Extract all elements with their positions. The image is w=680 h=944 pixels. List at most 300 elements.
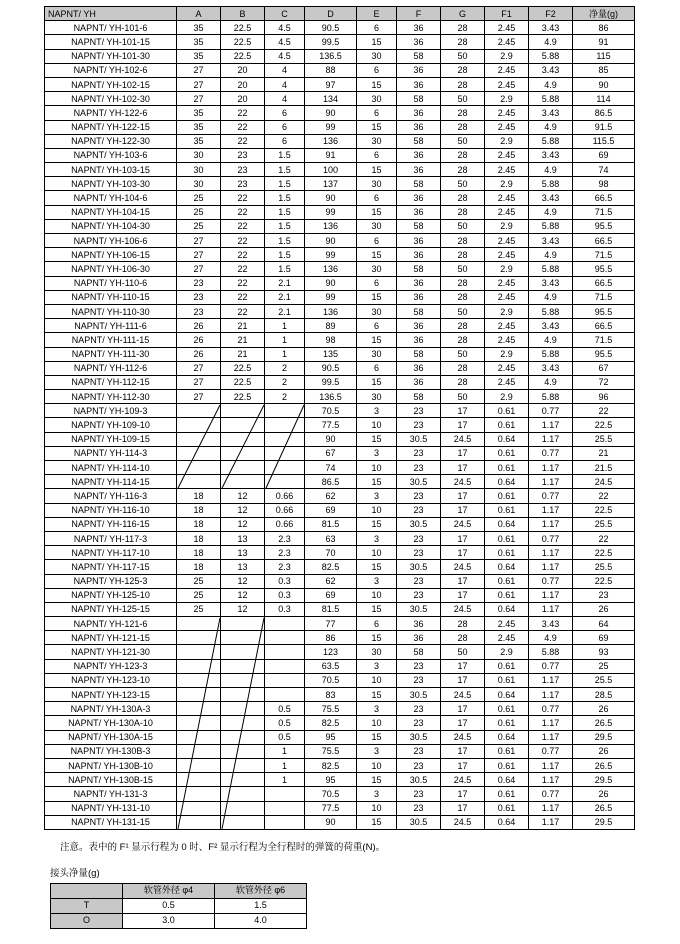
value-cell: 90 bbox=[305, 234, 357, 248]
value-cell: 58 bbox=[397, 645, 441, 659]
value-cell: 82.5 bbox=[305, 716, 357, 730]
value-cell: 2.45 bbox=[485, 617, 529, 631]
value-cell: 71.5 bbox=[573, 333, 635, 347]
value-cell: 24.5 bbox=[441, 602, 485, 616]
value-cell: 123 bbox=[305, 645, 357, 659]
value-cell: 22 bbox=[221, 219, 265, 233]
value-cell: 15 bbox=[357, 77, 397, 91]
model-cell: NAPNT/ YH-101-30 bbox=[45, 49, 177, 63]
value-cell: 5.88 bbox=[529, 49, 573, 63]
value-cell: 0.66 bbox=[265, 517, 305, 531]
value-cell: 0.64 bbox=[485, 730, 529, 744]
value-cell: 36 bbox=[397, 290, 441, 304]
value-cell: 2.1 bbox=[265, 276, 305, 290]
value-cell: 6 bbox=[357, 276, 397, 290]
value-cell: 27 bbox=[177, 92, 221, 106]
value-cell: 36 bbox=[397, 248, 441, 262]
value-cell: 90.5 bbox=[305, 361, 357, 375]
sub-table-row bbox=[51, 898, 307, 913]
value-cell: 135 bbox=[305, 347, 357, 361]
value-cell: 28 bbox=[441, 319, 485, 333]
table-row bbox=[45, 248, 635, 262]
value-cell: 3.43 bbox=[529, 63, 573, 77]
table-row bbox=[45, 475, 635, 489]
value-cell: 2.45 bbox=[485, 276, 529, 290]
value-cell: 90 bbox=[305, 432, 357, 446]
value-cell: 0.64 bbox=[485, 773, 529, 787]
value-cell bbox=[265, 645, 305, 659]
model-cell: NAPNT/ YH-130A-15 bbox=[45, 730, 177, 744]
value-cell: 28 bbox=[441, 631, 485, 645]
value-cell: 12 bbox=[221, 588, 265, 602]
value-cell: 58 bbox=[397, 134, 441, 148]
value-cell bbox=[221, 645, 265, 659]
value-cell: 0.61 bbox=[485, 418, 529, 432]
value-cell: 21.5 bbox=[573, 461, 635, 475]
value-cell: 22.5 bbox=[221, 375, 265, 389]
table-row bbox=[45, 390, 635, 404]
value-cell: 10 bbox=[357, 418, 397, 432]
value-cell: 23 bbox=[397, 446, 441, 460]
model-cell: NAPNT/ YH-102-30 bbox=[45, 92, 177, 106]
value-cell: 3.43 bbox=[529, 21, 573, 35]
value-cell: 96 bbox=[573, 390, 635, 404]
value-cell: 62 bbox=[305, 489, 357, 503]
value-cell: 2.9 bbox=[485, 645, 529, 659]
value-cell: 23 bbox=[397, 418, 441, 432]
value-cell: 30.5 bbox=[397, 560, 441, 574]
model-cell: NAPNT/ YH-103-15 bbox=[45, 163, 177, 177]
value-cell: 115 bbox=[573, 49, 635, 63]
model-cell: NAPNT/ YH-109-10 bbox=[45, 418, 177, 432]
value-cell: 23 bbox=[177, 290, 221, 304]
value-cell: 0.61 bbox=[485, 673, 529, 687]
value-cell: 3.43 bbox=[529, 191, 573, 205]
value-cell: 1.17 bbox=[529, 461, 573, 475]
value-cell: 0.61 bbox=[485, 404, 529, 418]
value-cell: 21 bbox=[221, 333, 265, 347]
value-cell: 12 bbox=[221, 517, 265, 531]
value-cell: 30 bbox=[357, 49, 397, 63]
value-cell: 22.5 bbox=[221, 35, 265, 49]
value-cell: 28 bbox=[441, 276, 485, 290]
value-cell: 71.5 bbox=[573, 248, 635, 262]
value-cell: 86 bbox=[305, 631, 357, 645]
value-cell: 30 bbox=[357, 262, 397, 276]
value-cell: 0.77 bbox=[529, 489, 573, 503]
value-cell: 36 bbox=[397, 106, 441, 120]
value-cell: 6 bbox=[357, 191, 397, 205]
value-cell: 26.5 bbox=[573, 758, 635, 772]
value-cell bbox=[265, 446, 305, 460]
value-cell: 36 bbox=[397, 205, 441, 219]
value-cell: 22 bbox=[221, 304, 265, 318]
value-cell: 2.45 bbox=[485, 234, 529, 248]
model-cell: NAPNT/ YH-125-10 bbox=[45, 588, 177, 602]
column-header-f: F bbox=[397, 7, 441, 21]
column-header-e: E bbox=[357, 7, 397, 21]
value-cell bbox=[221, 432, 265, 446]
value-cell: 99 bbox=[305, 120, 357, 134]
sub-value-cell: 0.5 bbox=[123, 898, 215, 913]
value-cell: 0.61 bbox=[485, 758, 529, 772]
value-cell: 15 bbox=[357, 631, 397, 645]
model-cell: NAPNT/ YH-130B-3 bbox=[45, 744, 177, 758]
value-cell: 20 bbox=[221, 77, 265, 91]
value-cell: 75.5 bbox=[305, 744, 357, 758]
value-cell: 2.3 bbox=[265, 560, 305, 574]
value-cell: 58 bbox=[397, 304, 441, 318]
value-cell: 10 bbox=[357, 801, 397, 815]
value-cell: 70 bbox=[305, 546, 357, 560]
value-cell: 2.45 bbox=[485, 361, 529, 375]
value-cell: 23 bbox=[397, 588, 441, 602]
value-cell: 50 bbox=[441, 92, 485, 106]
value-cell: 26 bbox=[573, 787, 635, 801]
value-cell: 22 bbox=[573, 404, 635, 418]
value-cell: 2.45 bbox=[485, 77, 529, 91]
table-row bbox=[45, 432, 635, 446]
value-cell: 25.5 bbox=[573, 560, 635, 574]
table-row bbox=[45, 191, 635, 205]
value-cell: 2.45 bbox=[485, 63, 529, 77]
value-cell: 17 bbox=[441, 546, 485, 560]
value-cell: 35 bbox=[177, 49, 221, 63]
value-cell bbox=[221, 787, 265, 801]
value-cell: 136.5 bbox=[305, 390, 357, 404]
value-cell: 3 bbox=[357, 574, 397, 588]
value-cell bbox=[265, 418, 305, 432]
value-cell: 0.64 bbox=[485, 815, 529, 829]
value-cell: 17 bbox=[441, 503, 485, 517]
model-cell: NAPNT/ YH-101-15 bbox=[45, 35, 177, 49]
value-cell: 58 bbox=[397, 347, 441, 361]
value-cell: 4.9 bbox=[529, 163, 573, 177]
value-cell: 62 bbox=[305, 574, 357, 588]
value-cell: 4.9 bbox=[529, 35, 573, 49]
column-header-a: A bbox=[177, 7, 221, 21]
value-cell: 22 bbox=[221, 276, 265, 290]
value-cell: 2.9 bbox=[485, 92, 529, 106]
table-row bbox=[45, 375, 635, 389]
column-header-d: D bbox=[305, 7, 357, 21]
table-row bbox=[45, 588, 635, 602]
value-cell: 6 bbox=[265, 106, 305, 120]
value-cell: 15 bbox=[357, 475, 397, 489]
value-cell: 27 bbox=[177, 262, 221, 276]
sub-row-label: O bbox=[51, 913, 123, 928]
value-cell: 25 bbox=[177, 205, 221, 219]
value-cell: 1.17 bbox=[529, 503, 573, 517]
value-cell: 50 bbox=[441, 262, 485, 276]
value-cell: 3.43 bbox=[529, 361, 573, 375]
value-cell: 36 bbox=[397, 120, 441, 134]
value-cell: 1 bbox=[265, 347, 305, 361]
value-cell: 30.5 bbox=[397, 475, 441, 489]
value-cell bbox=[221, 446, 265, 460]
value-cell: 18 bbox=[177, 503, 221, 517]
value-cell: 0.61 bbox=[485, 702, 529, 716]
table-row bbox=[45, 21, 635, 35]
value-cell: 2.45 bbox=[485, 248, 529, 262]
model-cell: NAPNT/ YH-116-3 bbox=[45, 489, 177, 503]
value-cell: 30 bbox=[177, 163, 221, 177]
value-cell: 28 bbox=[441, 35, 485, 49]
value-cell bbox=[221, 475, 265, 489]
value-cell: 2.9 bbox=[485, 304, 529, 318]
value-cell: 0.77 bbox=[529, 404, 573, 418]
value-cell: 5.88 bbox=[529, 134, 573, 148]
value-cell bbox=[177, 702, 221, 716]
value-cell: 22 bbox=[221, 262, 265, 276]
table-row bbox=[45, 758, 635, 772]
value-cell: 0.5 bbox=[265, 730, 305, 744]
value-cell: 50 bbox=[441, 177, 485, 191]
table-row bbox=[45, 404, 635, 418]
value-cell: 1.17 bbox=[529, 546, 573, 560]
table-row bbox=[45, 333, 635, 347]
value-cell: 20 bbox=[221, 92, 265, 106]
value-cell: 3 bbox=[357, 659, 397, 673]
value-cell: 67 bbox=[305, 446, 357, 460]
value-cell bbox=[177, 617, 221, 631]
value-cell: 21 bbox=[573, 446, 635, 460]
value-cell: 10 bbox=[357, 546, 397, 560]
value-cell: 22 bbox=[221, 106, 265, 120]
value-cell: 6 bbox=[357, 106, 397, 120]
value-cell: 115.5 bbox=[573, 134, 635, 148]
value-cell bbox=[265, 432, 305, 446]
model-cell: NAPNT/ YH-122-15 bbox=[45, 120, 177, 134]
model-cell: NAPNT/ YH-117-15 bbox=[45, 560, 177, 574]
value-cell bbox=[177, 730, 221, 744]
value-cell: 86.5 bbox=[573, 106, 635, 120]
value-cell: 15 bbox=[357, 120, 397, 134]
value-cell: 2.9 bbox=[485, 390, 529, 404]
value-cell bbox=[177, 815, 221, 829]
value-cell: 15 bbox=[357, 163, 397, 177]
value-cell: 23 bbox=[177, 276, 221, 290]
value-cell: 22.5 bbox=[221, 390, 265, 404]
value-cell: 24.5 bbox=[441, 688, 485, 702]
value-cell: 17 bbox=[441, 461, 485, 475]
value-cell bbox=[265, 787, 305, 801]
value-cell bbox=[221, 758, 265, 772]
value-cell bbox=[177, 432, 221, 446]
value-cell: 22 bbox=[221, 134, 265, 148]
value-cell: 5.88 bbox=[529, 645, 573, 659]
value-cell: 30 bbox=[357, 390, 397, 404]
value-cell: 10 bbox=[357, 716, 397, 730]
value-cell: 36 bbox=[397, 77, 441, 91]
table-row bbox=[45, 702, 635, 716]
value-cell: 74 bbox=[573, 163, 635, 177]
value-cell bbox=[265, 475, 305, 489]
value-cell bbox=[177, 758, 221, 772]
value-cell: 63.5 bbox=[305, 659, 357, 673]
value-cell: 36 bbox=[397, 163, 441, 177]
value-cell: 50 bbox=[441, 304, 485, 318]
value-cell: 20 bbox=[221, 63, 265, 77]
value-cell: 18 bbox=[177, 517, 221, 531]
value-cell: 15 bbox=[357, 205, 397, 219]
value-cell: 0.64 bbox=[485, 517, 529, 531]
value-cell: 69 bbox=[573, 631, 635, 645]
value-cell: 3 bbox=[357, 787, 397, 801]
value-cell: 77.5 bbox=[305, 418, 357, 432]
model-cell: NAPNT/ YH-106-6 bbox=[45, 234, 177, 248]
value-cell: 28 bbox=[441, 191, 485, 205]
value-cell: 1 bbox=[265, 319, 305, 333]
value-cell: 4 bbox=[265, 77, 305, 91]
value-cell: 0.61 bbox=[485, 801, 529, 815]
sub-table-header-row bbox=[51, 883, 307, 898]
value-cell: 136 bbox=[305, 262, 357, 276]
value-cell: 0.61 bbox=[485, 787, 529, 801]
value-cell: 28 bbox=[441, 375, 485, 389]
model-cell: NAPNT/ YH-125-15 bbox=[45, 602, 177, 616]
value-cell: 86 bbox=[573, 21, 635, 35]
model-cell: NAPNT/ YH-101-6 bbox=[45, 21, 177, 35]
value-cell: 1.17 bbox=[529, 815, 573, 829]
table-row bbox=[45, 688, 635, 702]
value-cell: 0.61 bbox=[485, 716, 529, 730]
value-cell: 95.5 bbox=[573, 219, 635, 233]
value-cell: 10 bbox=[357, 588, 397, 602]
value-cell bbox=[221, 688, 265, 702]
value-cell: 30.5 bbox=[397, 773, 441, 787]
value-cell bbox=[221, 744, 265, 758]
value-cell: 30 bbox=[357, 219, 397, 233]
table-row bbox=[45, 63, 635, 77]
value-cell: 17 bbox=[441, 531, 485, 545]
column-header-f2: F2 bbox=[529, 7, 573, 21]
value-cell: 0.64 bbox=[485, 602, 529, 616]
value-cell: 25.5 bbox=[573, 673, 635, 687]
value-cell: 1.17 bbox=[529, 688, 573, 702]
value-cell: 4.9 bbox=[529, 290, 573, 304]
value-cell: 0.66 bbox=[265, 503, 305, 517]
value-cell: 30.5 bbox=[397, 517, 441, 531]
value-cell: 95 bbox=[305, 773, 357, 787]
value-cell: 23 bbox=[221, 163, 265, 177]
value-cell: 15 bbox=[357, 375, 397, 389]
value-cell: 1.5 bbox=[265, 205, 305, 219]
value-cell: 1.5 bbox=[265, 219, 305, 233]
value-cell: 136 bbox=[305, 134, 357, 148]
table-row bbox=[45, 446, 635, 460]
value-cell: 93 bbox=[573, 645, 635, 659]
value-cell bbox=[177, 461, 221, 475]
value-cell: 6 bbox=[265, 120, 305, 134]
table-header-row bbox=[45, 7, 635, 21]
value-cell: 23 bbox=[573, 588, 635, 602]
value-cell: 12 bbox=[221, 503, 265, 517]
value-cell: 83 bbox=[305, 688, 357, 702]
value-cell: 69 bbox=[573, 148, 635, 162]
table-row bbox=[45, 361, 635, 375]
value-cell: 114 bbox=[573, 92, 635, 106]
value-cell: 4.5 bbox=[265, 49, 305, 63]
value-cell: 0.3 bbox=[265, 602, 305, 616]
value-cell: 13 bbox=[221, 531, 265, 545]
value-cell bbox=[265, 617, 305, 631]
value-cell: 17 bbox=[441, 673, 485, 687]
value-cell: 23 bbox=[397, 574, 441, 588]
value-cell: 28 bbox=[441, 617, 485, 631]
value-cell bbox=[221, 673, 265, 687]
model-cell: NAPNT/ YH-109-3 bbox=[45, 404, 177, 418]
value-cell: 28 bbox=[441, 361, 485, 375]
value-cell: 27 bbox=[177, 77, 221, 91]
table-body bbox=[45, 21, 635, 830]
value-cell: 36 bbox=[397, 361, 441, 375]
value-cell: 22 bbox=[221, 205, 265, 219]
value-cell: 136 bbox=[305, 304, 357, 318]
table-row bbox=[45, 418, 635, 432]
table-row bbox=[45, 304, 635, 318]
table-row bbox=[45, 92, 635, 106]
value-cell: 2.9 bbox=[485, 134, 529, 148]
table-row bbox=[45, 574, 635, 588]
value-cell: 58 bbox=[397, 177, 441, 191]
table-row bbox=[45, 163, 635, 177]
value-cell: 36 bbox=[397, 631, 441, 645]
value-cell: 4.9 bbox=[529, 631, 573, 645]
value-cell: 95.5 bbox=[573, 262, 635, 276]
value-cell: 50 bbox=[441, 49, 485, 63]
value-cell: 77 bbox=[305, 617, 357, 631]
value-cell: 36 bbox=[397, 617, 441, 631]
value-cell: 15 bbox=[357, 730, 397, 744]
model-cell: NAPNT/ YH-112-6 bbox=[45, 361, 177, 375]
value-cell: 36 bbox=[397, 35, 441, 49]
value-cell: 2.9 bbox=[485, 177, 529, 191]
value-cell: 2.3 bbox=[265, 531, 305, 545]
value-cell bbox=[221, 659, 265, 673]
model-cell: NAPNT/ YH-106-30 bbox=[45, 262, 177, 276]
sub-row-label: T bbox=[51, 898, 123, 913]
value-cell: 5.88 bbox=[529, 304, 573, 318]
value-cell: 23 bbox=[397, 716, 441, 730]
value-cell: 1.17 bbox=[529, 773, 573, 787]
value-cell bbox=[265, 673, 305, 687]
value-cell bbox=[221, 418, 265, 432]
sub-value-cell: 1.5 bbox=[215, 898, 307, 913]
value-cell: 5.88 bbox=[529, 262, 573, 276]
model-cell: NAPNT/ YH-114-15 bbox=[45, 475, 177, 489]
value-cell: 30.5 bbox=[397, 688, 441, 702]
table-row bbox=[45, 773, 635, 787]
value-cell: 28 bbox=[441, 63, 485, 77]
model-cell: NAPNT/ YH-131-15 bbox=[45, 815, 177, 829]
value-cell: 0.61 bbox=[485, 574, 529, 588]
value-cell: 23 bbox=[221, 177, 265, 191]
value-cell: 0.61 bbox=[485, 588, 529, 602]
value-cell bbox=[177, 673, 221, 687]
table-row bbox=[45, 148, 635, 162]
model-cell: NAPNT/ YH-130B-15 bbox=[45, 773, 177, 787]
value-cell: 81.5 bbox=[305, 602, 357, 616]
table-row bbox=[45, 319, 635, 333]
value-cell: 136 bbox=[305, 219, 357, 233]
model-cell: NAPNT/ YH-114-3 bbox=[45, 446, 177, 460]
value-cell: 0.3 bbox=[265, 588, 305, 602]
model-cell: NAPNT/ YH-110-15 bbox=[45, 290, 177, 304]
value-cell bbox=[265, 815, 305, 829]
value-cell: 2.45 bbox=[485, 106, 529, 120]
value-cell: 22.5 bbox=[221, 21, 265, 35]
